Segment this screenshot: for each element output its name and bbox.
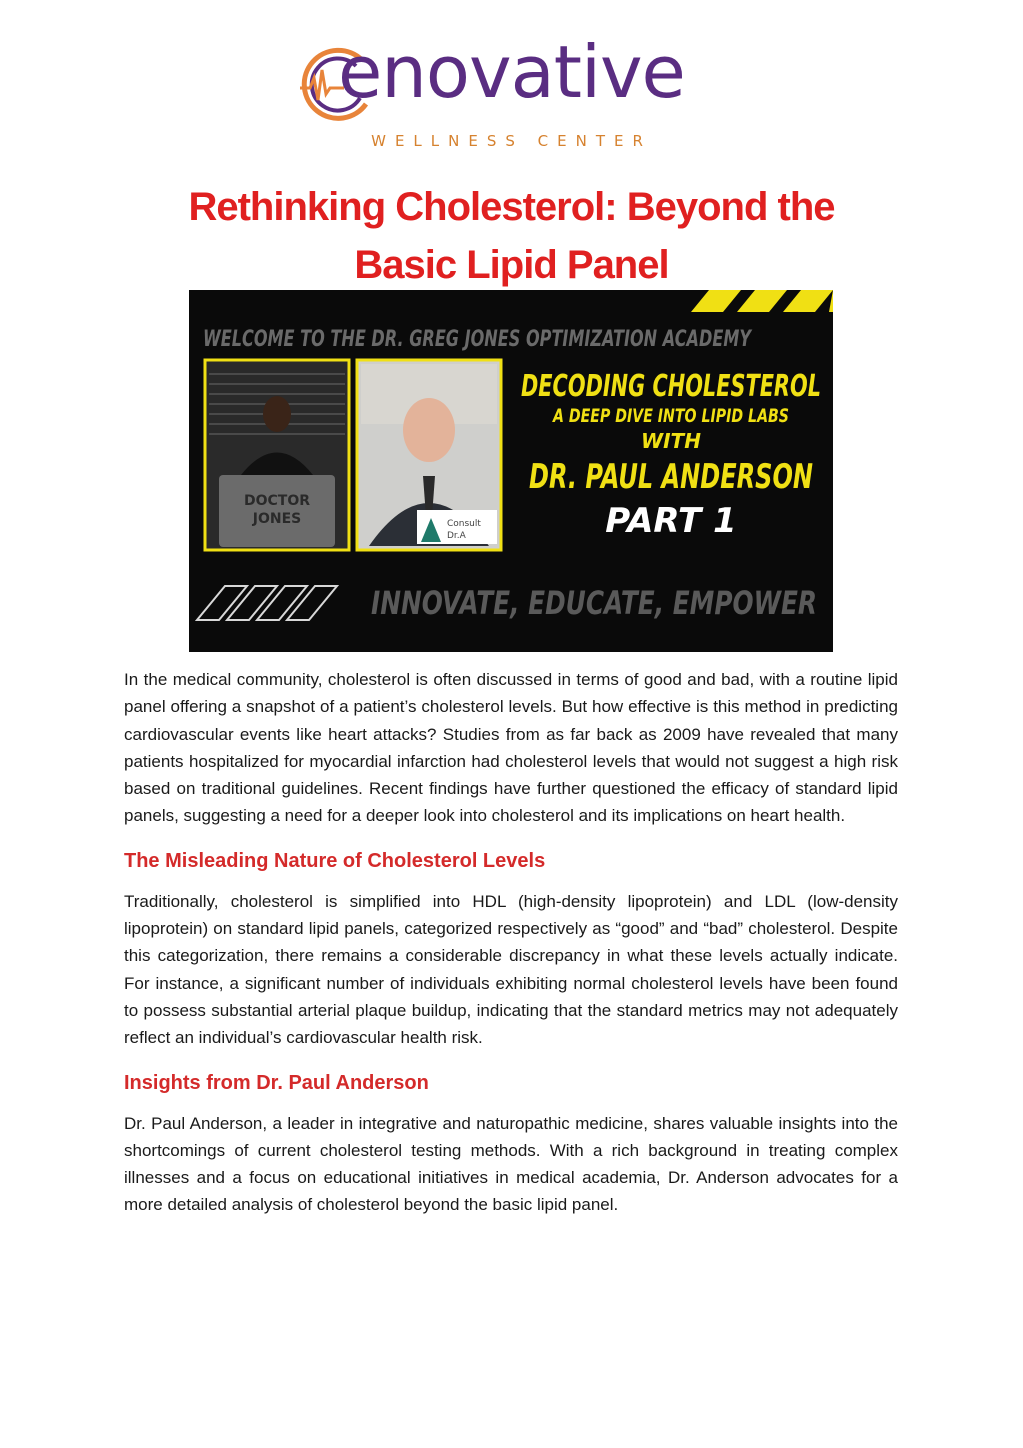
section-heading-misleading: The Misleading Nature of Cholesterol Levels: [124, 849, 546, 872]
page-title: [0, 178, 1023, 294]
page-title-line-1: Rethinking Cholesterol: Beyond the: [188, 185, 835, 229]
hazard-stripes-bottom-icon: [197, 586, 337, 620]
consult-badge-line-2: Dr.A: [447, 531, 466, 541]
article-paragraph-3: Dr. Paul Anderson, a leader in integrative and naturopathic medicine, shares valuable insights into the shortcomings of current cholesterol testing methods. With a rich background in treating complex illnesses and a focus on educational initiatives in medical academia, Dr. Anderson advocates for a more detailed analysis of cholesterol beyond the basic lipid panel.: [124, 1113, 898, 1215]
banner-guest-name: DR. PAUL ANDERSON: [529, 457, 813, 497]
page-title-line-2: Basic Lipid Panel: [354, 243, 669, 287]
hazard-stripes-top-icon: [691, 290, 833, 312]
guest-photo: [357, 360, 501, 550]
banner-welcome-text: WELCOME TO THE DR. GREG JONES OPTIMIZATION ACADEMY: [203, 327, 753, 352]
article-paragraph-2: Traditionally, cholesterol is simplified into HDL (high-density lipoprotein) and LDL (low-density lipoprotein) on standard lipid panels, categorized respectively as “good” and “bad” cholesterol. Despite this categorization, there remains a considerable discrepancy in what these levels actually indicate. For instance, a significant number of individuals exhibiting normal cholesterol levels have been found to possess substantial arterial plaque buildup, indicating that the standard metrics may not adequately reflect an individual’s cardiovascular health risk.: [124, 891, 898, 1048]
laptop-brand-line-2: JONES: [252, 511, 302, 527]
article-body: [124, 666, 898, 1219]
logo-subtitle: WELLNESS CENTER: [371, 132, 652, 150]
banner-with: WITH: [641, 429, 701, 453]
banner-part: PART 1: [605, 501, 737, 541]
host-photo: [205, 360, 349, 550]
logo-wordmark: enovative: [338, 30, 685, 114]
consult-badge-line-1: Consult: [447, 519, 481, 529]
banner-artwork: [189, 290, 833, 652]
article-paragraph-1: In the medical community, cholesterol is often discussed in terms of good and bad, with a routine lipid panel offering a snapshot of a patient’s cholesterol levels. But how effective is this method in predicting cardiovascular events like heart attacks? Studies from as far back as 2009 have revealed that many patients hospitalized for myocardial infarction had cholesterol levels that would not suggest a high risk based on traditional guidelines. Recent findings have further questioned the efficacy of standard lipid panels, suggesting a need for a deeper look into cholesterol and its implications on heart health.: [124, 670, 898, 826]
section-heading-insights: Insights from Dr. Paul Anderson: [124, 1071, 429, 1094]
banner-tagline: INNOVATE, EDUCATE, EMPOWER: [371, 584, 817, 622]
brand-logo: [0, 18, 1023, 150]
banner-subline: A DEEP DIVE INTO LIPID LABS: [551, 405, 789, 427]
banner-headline: DECODING CHOLESTEROL: [521, 369, 821, 404]
laptop-brand-line-1: DOCTOR: [243, 493, 311, 509]
video-thumbnail-banner: [189, 290, 833, 652]
